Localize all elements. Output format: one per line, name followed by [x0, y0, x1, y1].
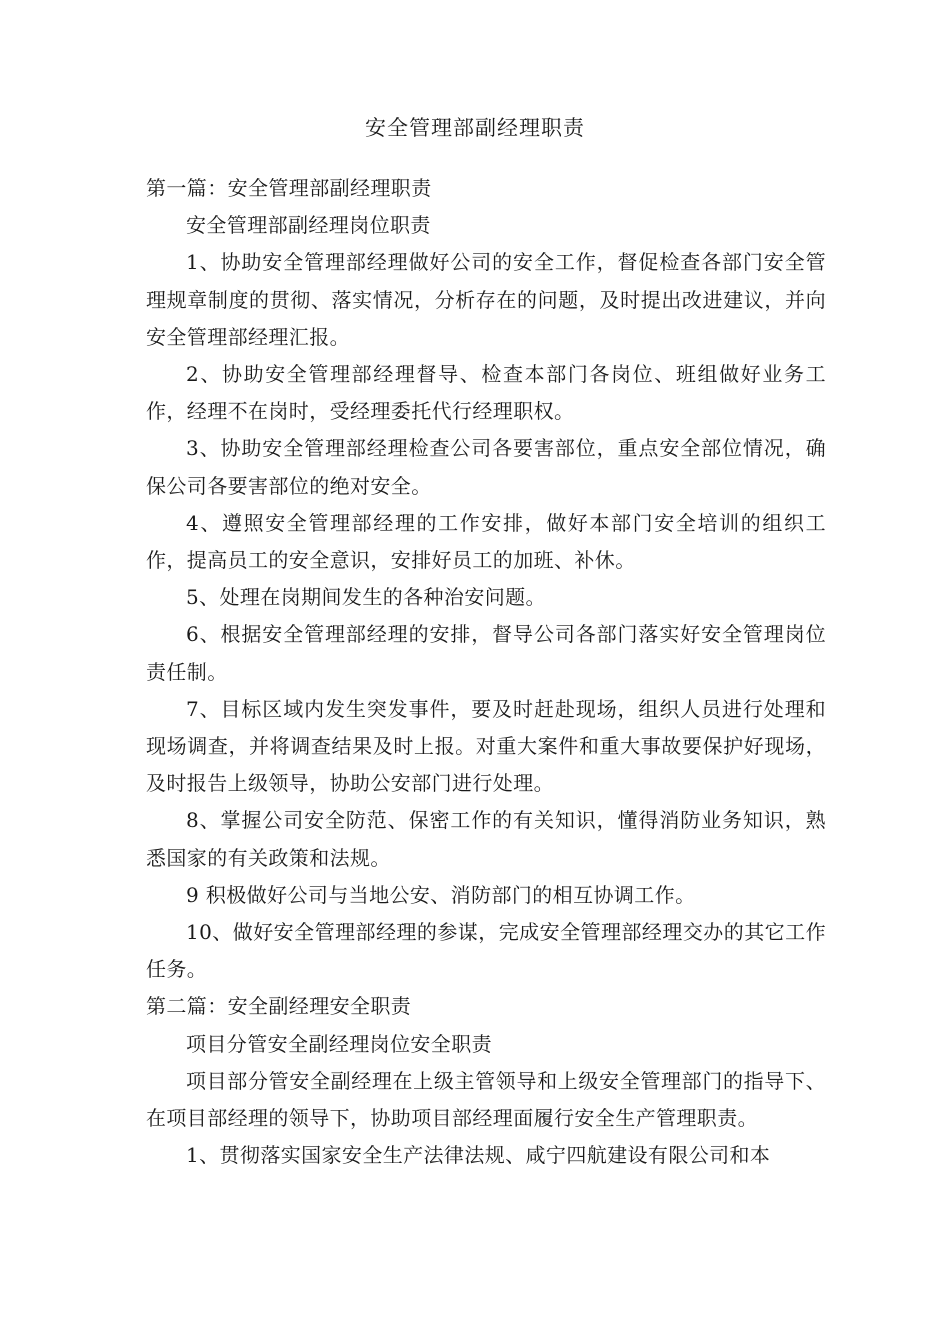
- paragraph: 9 积极做好公司与当地公安、消防部门的相互协调工作。: [186, 882, 696, 907]
- section-heading: 第二篇：安全副经理安全职责: [146, 994, 412, 1019]
- section-heading: 第一篇：安全管理部副经理职责: [146, 176, 432, 200]
- subheading: 安全管理部副经理岗位职责: [186, 213, 431, 238]
- paragraph: 8、掌握公司安全防范、保密工作的有关知识，懂得消防业务知识，熟悉国家的有关政策和法规。: [146, 808, 826, 870]
- paragraph: 2、协助安全管理部经理督导、检查本部门各岗位、班组做好业务工作，经理不在岗时，受经理委托代行经理职权。: [146, 362, 826, 424]
- document-body: [146, 170, 826, 1174]
- paragraph: 4、遵照安全管理部经理的工作安排，做好本部门安全培训的组织工作，提高员工的安全意识，安排好员工的加班、补休。: [146, 510, 826, 573]
- paragraph: 5、处理在岗期间发生的各种治安问题。: [186, 585, 546, 610]
- paragraph: 7、目标区域内发生突发事件，要及时赶赴现场，组织人员进行处理和现场调查，并将调查结果及时上报。对重大案件和重大事故要保护好现场，及时报告上级领导，协助公安部门进行处理。: [146, 696, 826, 796]
- paragraph: 6、根据安全管理部经理的安排，督导公司各部门落实好安全管理岗位责任制。: [146, 622, 826, 684]
- document-title: 安全管理部副经理职责: [365, 116, 585, 140]
- paragraph: 3、协助安全管理部经理检查公司各要害部位，重点安全部位情况，确保公司各要害部位的绝对安全。: [146, 436, 826, 498]
- paragraph: 1、协助安全管理部经理做好公司的安全工作，督促检查各部门安全管理规章制度的贯彻、落实情况，分析存在的问题，及时提出改进建议，并向安全管理部经理汇报。: [146, 250, 826, 349]
- paragraph: 10、做好安全管理部经理的参谋，完成安全管理部经理交办的其它工作任务。: [146, 920, 826, 982]
- paragraph: 项目部分管安全副经理在上级主管领导和上级安全管理部门的指导下、在项目部经理的领导下，协助项目部经理面履行安全生产管理职责。: [146, 1068, 826, 1131]
- paragraph: 1、贯彻落实国家安全生产法律法规、咸宁四航建设有限公司和本: [186, 1143, 771, 1168]
- subheading: 项目分管安全副经理岗位安全职责: [186, 1031, 492, 1056]
